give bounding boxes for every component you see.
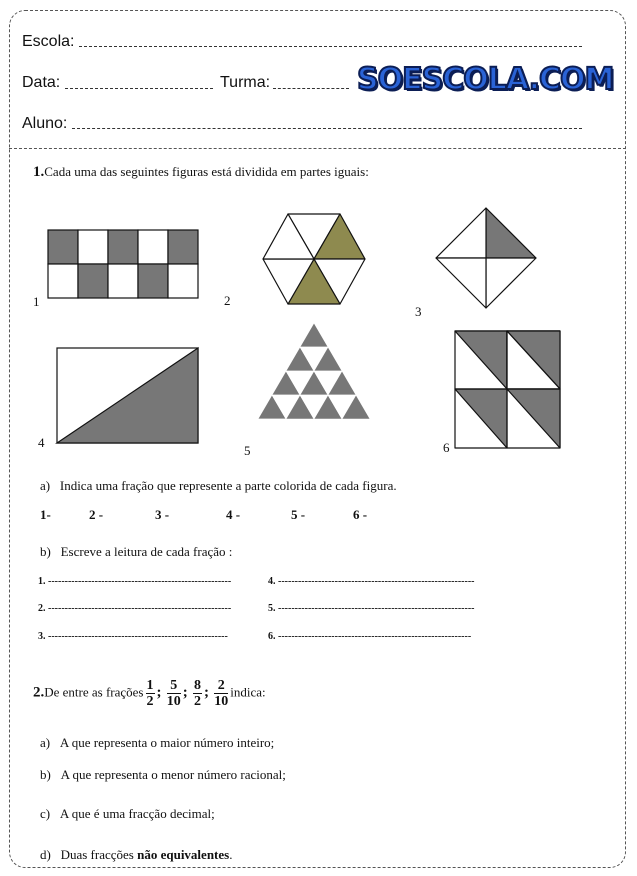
figure-3-number: 3 <box>415 304 422 319</box>
q2a-text: A que representa o maior número inteiro; <box>59 735 275 750</box>
q2-number: 2. <box>33 684 45 701</box>
figure-1-rectangle-grid <box>48 230 200 300</box>
q2-fraction-1: $\frac{1}{2}$ <box>146 678 154 709</box>
header-separator <box>9 148 626 149</box>
q1b-answer-5[interactable]: 5. ----------------------------------------------------------- <box>268 603 475 614</box>
q2-outro: indica: <box>230 684 266 700</box>
aluno-label: Aluno: <box>22 115 68 132</box>
q1b-answer-3[interactable]: 3. ------------------------------------------------------ <box>38 631 228 642</box>
q1b-line <box>40 544 232 560</box>
figure-3-diamond <box>435 207 537 309</box>
q2c-line <box>40 806 215 822</box>
q2-fraction-4: $\frac{2}{10}$ <box>214 678 229 709</box>
q2-sep-1: ; <box>156 684 162 701</box>
q2b-line <box>40 767 286 783</box>
q2d-end: . <box>229 847 233 862</box>
figure-2-hexagon <box>262 213 366 305</box>
q2-fraction-3: $\frac{8}{2}$ <box>194 678 201 709</box>
q1b-prefix: b) <box>40 544 51 559</box>
soescola-logo: SOESCOLA.COM <box>357 62 614 97</box>
q1b-answer-4[interactable]: 4. ----------------------------------------------------------- <box>268 576 475 587</box>
q2-sep-3: ; <box>204 684 209 701</box>
q1b-answer-2[interactable]: 2. ------------------------------------------------------- <box>38 603 232 614</box>
q1a-prefix: a) <box>40 478 51 493</box>
q2-sep-2: ; <box>182 684 188 701</box>
q1-number: 1. <box>33 164 45 180</box>
q1b-answer-6[interactable]: 6. ---------------------------------------------------------- <box>268 631 472 642</box>
q2a-line <box>40 735 274 751</box>
figure-6-number: 6 <box>443 440 450 455</box>
q1-statement <box>33 164 369 181</box>
q2d-prefix: d) <box>40 847 51 862</box>
q2d-bold: não equivalentes <box>137 847 230 862</box>
figure-2-number: 2 <box>224 293 231 308</box>
q2d-text: Duas fracções <box>60 847 138 862</box>
q1-text: Cada uma das seguintes figuras está dividida em partes iguais: <box>44 164 369 179</box>
escola-field[interactable] <box>79 46 582 47</box>
q2b-prefix: b) <box>40 767 51 782</box>
q2b-text: A que representa o menor número racional; <box>60 767 286 782</box>
q1a-answer-5[interactable]: 5 - <box>291 507 306 522</box>
q1b-text: Escreve a leitura de cada fração : <box>60 544 233 559</box>
figure-6-square-triangles <box>454 330 562 450</box>
q2a-prefix: a) <box>40 735 51 750</box>
figure-1-number: 1 <box>33 294 40 309</box>
q2c-prefix: c) <box>40 806 51 821</box>
q2c-text: A que é uma fracção decimal; <box>59 806 215 821</box>
figure-4-number: 4 <box>38 435 45 450</box>
q1a-answer-1[interactable]: 1- <box>40 507 51 522</box>
data-field[interactable] <box>65 88 213 89</box>
escola-label: Escola: <box>22 33 75 50</box>
turma-label: Turma: <box>220 74 271 91</box>
figure-5-triangle-grid <box>258 323 372 445</box>
q2d-line <box>40 847 232 863</box>
q2-fraction-2: $\frac{5}{10}$ <box>166 678 181 709</box>
q1a-answer-2[interactable]: 2 - <box>89 507 104 522</box>
q1a-answer-6[interactable]: 6 - <box>353 507 368 522</box>
q2-statement <box>33 678 266 709</box>
data-label: Data: <box>22 74 61 91</box>
q1b-answer-1[interactable]: 1. ------------------------------------------------------- <box>38 576 232 587</box>
turma-field[interactable] <box>273 88 349 89</box>
q1a-answer-3[interactable]: 3 - <box>155 507 170 522</box>
q2-intro: De entre as frações <box>44 684 144 700</box>
q1a-answer-4[interactable]: 4 - <box>226 507 241 522</box>
aluno-field[interactable] <box>72 128 582 129</box>
figure-4-rectangle-diagonal <box>56 347 200 445</box>
figure-5-number: 5 <box>244 443 251 458</box>
q1a-text: Indica uma fração que represente a parte colorida de cada figura. <box>59 478 397 493</box>
q1a-line <box>40 478 397 494</box>
